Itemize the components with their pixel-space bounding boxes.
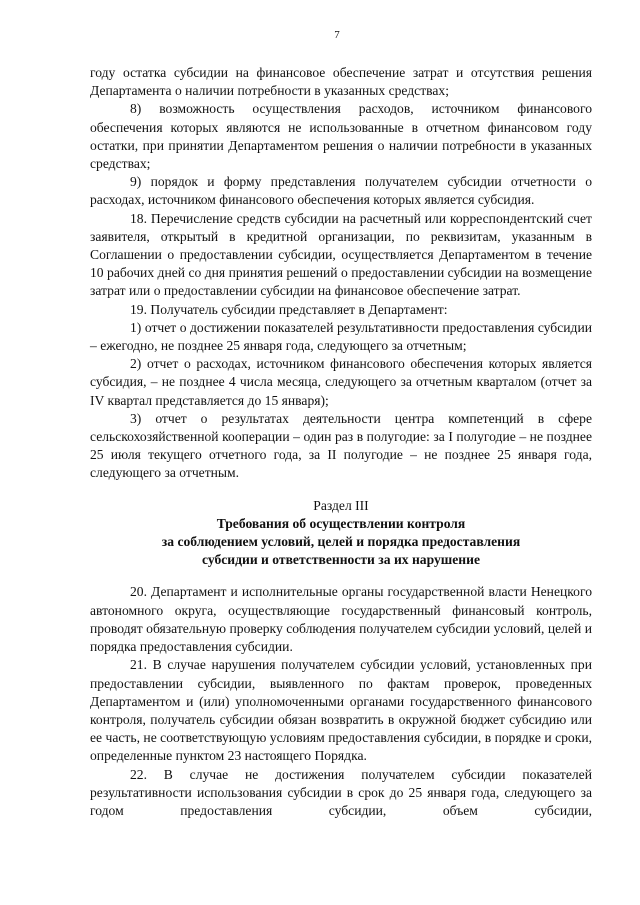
paragraph: 18. Перечисление средств субсидии на расчетный или корреспондентский счет заявителя, открытый в кредитной организации, по реквизитам, указанным в Соглашении о предоставлении субсидии, осуществляется Департаментом в течение 10 рабочих дней со дня принятия решений о предоставлении субсидии на возмещение затрат или о предоставлении субсидии на финансовое обеспечение затрат. <box>90 210 592 299</box>
paragraph: 3) отчет о результатах деятельности центра компетенций в сфере сельскохозяйственной кооперации – один раз в полугодие: за I полугодие – не позднее 25 июля текущего отчетного года, за II полугодие – не позднее 25 января года, следующего за отчетным. <box>90 410 592 481</box>
section-heading <box>90 497 592 570</box>
section-title-line: за соблюдением условий, целей и порядка предоставления <box>161 534 521 550</box>
paragraphs-bottom <box>90 583 592 820</box>
section-title-line: Требования об осуществлении контроля <box>216 515 466 531</box>
section-label: Раздел III <box>313 497 369 513</box>
paragraph: 1) отчет о достижении показателей результативности предоставления субсидии – ежегодно, не позднее 25 января года, следующего за отчетным; <box>90 319 592 354</box>
spacer <box>90 483 592 497</box>
paragraph: 21. В случае нарушения получателем субсидии условий, установленных при предоставлении субсидии, выявленного по фактам проверок, проведенных Департаментом и (или) уполномоченными органами государственного финансового контроля, получатель субсидии обязан возвратить в окружной бюджет субсидию или ее часть, не соответствующую условиям предоставления субсидии, в порядке и сроки, определенные пунктом 23 настоящего Порядка. <box>90 657 592 764</box>
section-title-line: субсидии и ответственности за их нарушение <box>201 552 480 568</box>
paragraph: 20. Департамент и исполнительные органы государственной власти Ненецкого автономного округа, осуществляющие государственный финансовый контроль, проводят обязательную проверку соблюдения получателем субсидии условий, целей и порядка предоставления субсидии. <box>90 584 592 655</box>
paragraph: 9) порядок и форму представления получателем субсидии отчетности о расходах, источником финансового обеспечения которых является субсидия. <box>90 174 592 208</box>
paragraph: году остатка субсидии на финансовое обеспечение затрат и отсутствия решения Департамента о наличии потребности в указанных средствах; <box>90 65 592 99</box>
paragraph: 19. Получатель субсидии представляет в Департамент: <box>130 301 448 317</box>
spacer <box>90 569 592 583</box>
paragraph: 8) возможность осуществления расходов, источником финансового обеспечения которых являются не использованные в отчетном финансовом году остатки, при принятии Департаментом решения о наличии потребности в указанных средствах; <box>90 101 592 172</box>
paragraph: 2) отчет о расходах, источником финансового обеспечения которых является субсидия, – не позднее 4 числа месяца, следующего за отчетным кварталом (отчет за IV квартал представляется до 15 января); <box>90 356 592 408</box>
page-number: 7 <box>334 29 340 41</box>
paragraphs-top <box>90 64 592 483</box>
paragraph: 22. В случае не достижения получателем субсидии показателей результативности использования субсидии в срок до 25 января года, следующего за годом предоставления субсидии, объем субсидии, <box>90 766 592 818</box>
